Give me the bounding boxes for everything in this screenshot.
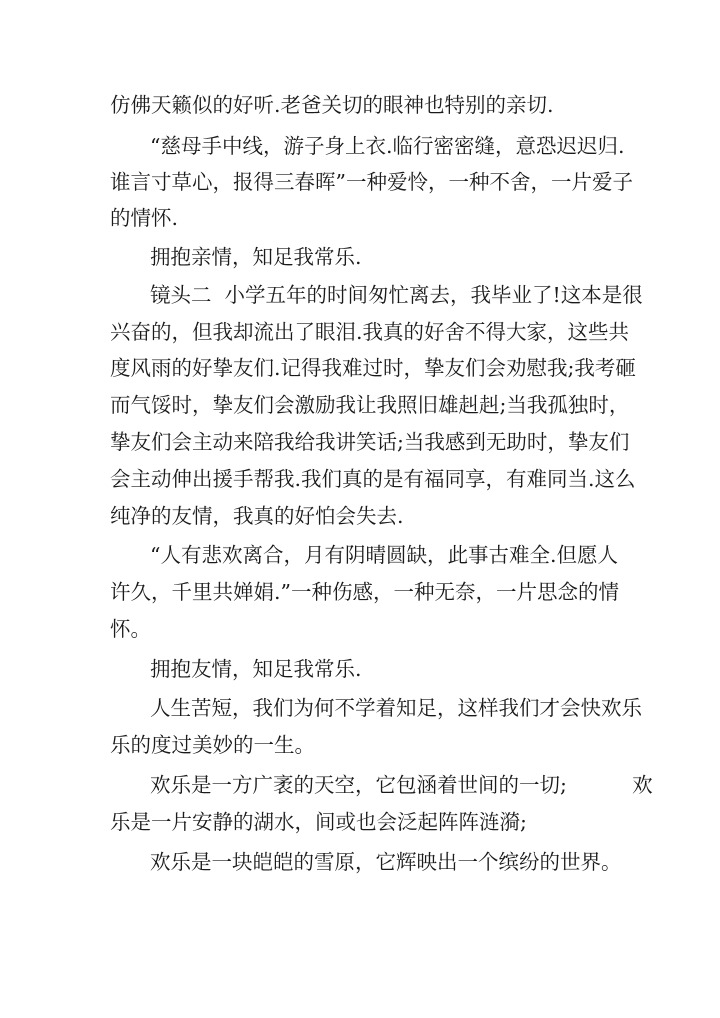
text-line-9: 而气馁时，挚友们会激励我让我照旧雄赳赳;当我孤独时， (110, 393, 630, 417)
text-line-2: “慈母手中线，游子身上衣.临行密密缝，意恐迟迟归. (150, 134, 625, 158)
text-line-11: 会主动伸出援手帮我.我们真的是有福同享，有难同当.这么 (110, 467, 636, 491)
text-line-4: 的情怀. (110, 206, 179, 230)
text-line-14: 许久，千里共婵娟.”一种伤感，一种无奈，一片思念的情 (110, 580, 619, 604)
text-line-18: 乐的度过美妙的一生。 (110, 733, 315, 757)
text-line-13: “人有悲欢离合，月有阴晴圆缺，此事古难全.但愿人 (150, 543, 618, 567)
text-line-8: 度风雨的好挚友们.记得我难过时，挚友们会劝慰我;我考砸 (110, 356, 636, 380)
text-line-1: 仿佛天籁似的好听.老爸关切的眼神也特别的亲切. (110, 93, 554, 117)
text-line-17: 人生苦短，我们为何不学着知足，这样我们才会快欢乐 (150, 696, 642, 720)
text-line-19: 欢乐是一方广袤的天空，它包涵着世间的一切; 欢 (150, 773, 653, 797)
text-line-21: 欢乐是一块皑皑的雪原，它辉映出一个缤纷的世界。 (150, 850, 622, 874)
text-line-3: 谁言寸草心，报得三春晖”一种爱怜，一种不舍，一片爱子 (110, 170, 633, 194)
text-line-20: 乐是一片安静的湖水，间或也会泛起阵阵涟漪; (110, 810, 527, 834)
text-line-15: 怀。 (110, 617, 151, 641)
text-line-7: 兴奋的，但我却流出了眼泪.我真的好舍不得大家，这些共 (110, 320, 630, 344)
text-line-12: 纯净的友情，我真的好怕会失去. (110, 504, 404, 528)
text-line-6: 镜头二 小学五年的时间匆忙离去，我毕业了!这本是很 (150, 283, 643, 307)
text-line-10: 挚友们会主动来陪我给我讲笑话;当我感到无助时，挚友们 (110, 430, 630, 454)
text-line-16: 拥抱友情，知足我常乐. (150, 657, 362, 681)
text-line-5: 拥抱亲情，知足我常乐. (150, 245, 362, 269)
